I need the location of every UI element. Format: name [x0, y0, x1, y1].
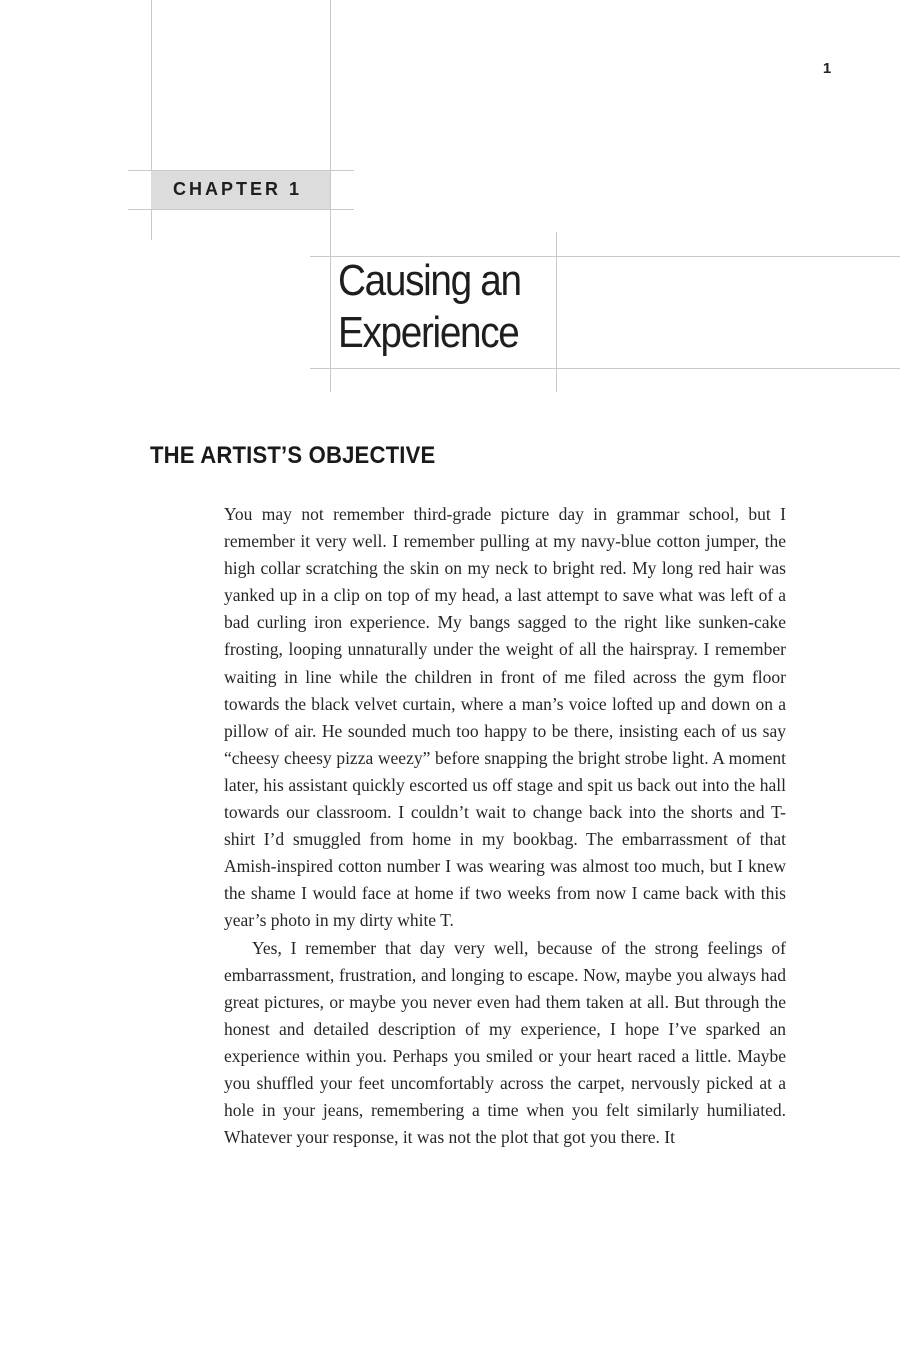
chapter-title [338, 255, 526, 359]
chapter-title-line-1: Causing an [338, 256, 521, 305]
body-text [224, 501, 786, 1151]
paragraph: Yes, I remember that day very well, because of the strong feelings of embarrassment, frustration, and longing to escape. Now, maybe you always had great pictures, or maybe you never even had them taken at all. But through the honest and detailed description of my experience, I hope I’ve sparked an experience within you. Perhaps you smiled or your heart raced a little. Maybe you shuffled your feet uncomfortably across the carpet, nervously picked at a hole in your jeans, remembering a time when you felt similarly humiliated. Whatever your response, it was not the plot that got you there. It [224, 937, 786, 1148]
paragraph: You may not remember third-grade picture day in grammar school, but I remember it very well. I remember pulling at my navy-blue cotton jumper, the high collar scratching the skin on my neck to bright red. My long red hair was yanked up in a clip on top of my head, a last attempt to save what was left of a bad curling iron experience. My bangs sagged to the right like sunken-cake frosting, looping unnaturally under the weight of all the hairspray. I remember waiting in line while the children in front of me filed across the gym floor towards the black velvet curtain, where a man’s voice lofted up and down on a pillow of air. He sounded much too happy to be there, insisting each of us say “cheesy cheesy pizza weezy” before snapping the bright strobe light. A moment later, his assistant quickly escorted us off stage and spit us back out into the hall towards our classroom. I couldn’t wait to change back into the shorts and T-shirt I’d smuggled from home in my bookbag. The embarrassment of that Amish-inspired cotton number I was wearing was almost too much, but I knew the shame I would face at home if two weeks from now I came back with this year’s photo in my dirty white T. [224, 504, 786, 931]
chapter-title-line-2: Experience [338, 308, 519, 357]
guide-line-chapter-bottom [128, 209, 354, 210]
guide-line-title-bottom [310, 368, 900, 369]
page-number: 1 [822, 60, 832, 77]
guide-line-title-left [330, 232, 331, 392]
section-heading: THE ARTIST’S OBJECTIVE [150, 442, 436, 469]
chapter-label: CHAPTER 1 [151, 171, 330, 209]
guide-line-title-right [556, 232, 557, 392]
